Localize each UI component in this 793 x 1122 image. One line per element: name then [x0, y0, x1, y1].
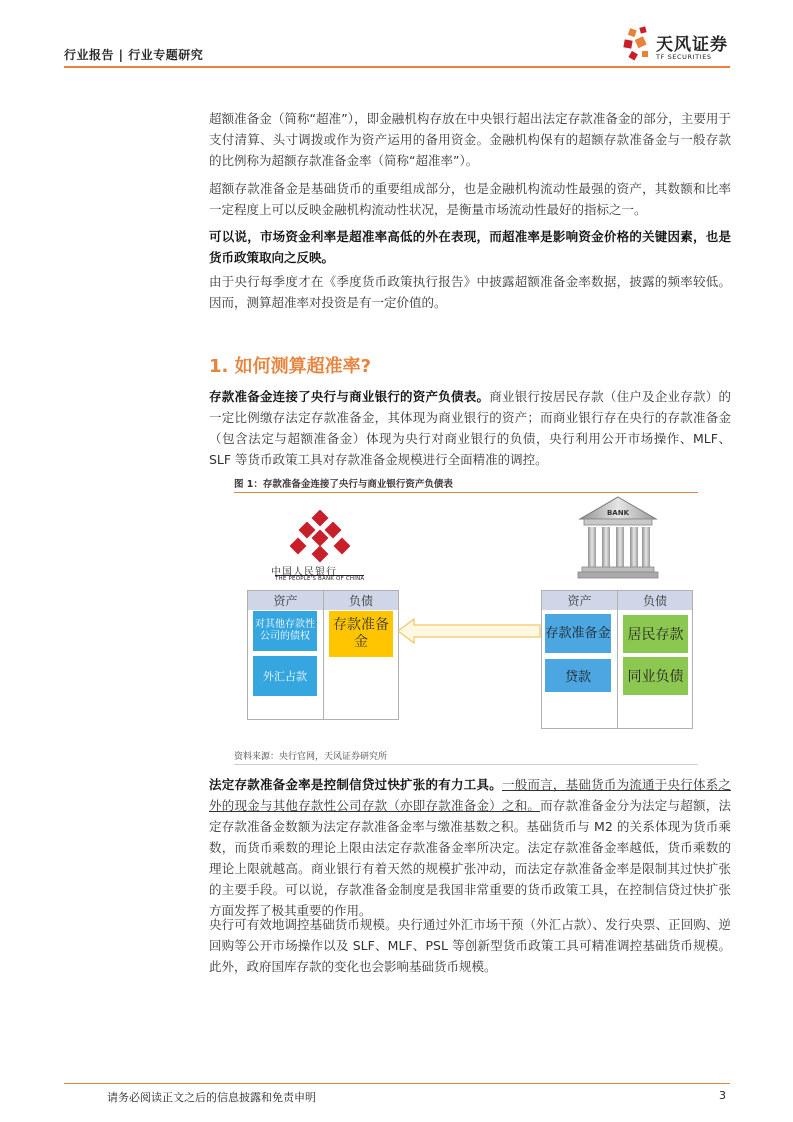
- intro-paragraph-3: [209, 226, 731, 268]
- figure-top-rule: [234, 492, 698, 493]
- bank-building-icon: [576, 495, 660, 581]
- footer-disclaimer: 请务必阅读正文之后的信息披露和免责申明: [107, 1091, 316, 1104]
- commercial-asset-loans: 贷款: [545, 659, 611, 692]
- central-column-divider: [323, 591, 324, 719]
- body-paragraph-1-underlined: 一般而言，基础货币为流通于央行体系之外的现金与其他存款性公司存款（亦即存款准备金）之和。: [209, 777, 731, 813]
- intro-paragraph-4: 由于央行每季度才在《季度货币政策执行报告》中披露超额准备金率数据，披露的频率较低。因而，测算超准率对投资是有一定价值的。: [209, 274, 731, 310]
- page-number: 3: [719, 1089, 726, 1102]
- pboc-name: 中国人民银行: [271, 567, 337, 578]
- figure-bottom-rule: [234, 764, 698, 765]
- body-paragraph-2: 央行可有效地调控基础货币规模。央行通过外汇市场干预（外汇占款）、发行央票、正回购、逆回购等公开市场操作以及 SLF、MLF、PSL 等创新型货币政策工具可精准调控基础货币规模。此外，政府国库存款的变化也会影响基础货币规模。: [209, 917, 731, 974]
- commercial-asset-header: 资产: [542, 591, 617, 610]
- tf-securities-logo: [622, 26, 732, 68]
- bank-label: BANK: [606, 509, 630, 517]
- report-category: 行业报告 | 行业专题研究: [64, 48, 204, 62]
- intro-paragraph-3-text: 可以说，市场资金利率是超准率高低的外在表现，而超准率是影响资金价格的关键因素，也是货币政策取向之反映。: [209, 229, 731, 265]
- footer-divider: [64, 1083, 730, 1084]
- section-paragraph: [209, 386, 731, 470]
- commercial-liability-interbank: 同业负债: [623, 657, 688, 695]
- body-paragraph-1: [209, 774, 731, 921]
- central-liability-reserves: 存款准备金: [329, 611, 393, 657]
- body-paragraph-1-lead: 法定存款准备金率是控制信贷过快扩张的有力工具。: [209, 777, 502, 792]
- reserve-flow-arrow-icon: [396, 617, 542, 645]
- body-paragraph-1-rest: 而存款准备金分为法定与超额，法定存款准备金数额为法定存款准备金率与缴准基数之积。基础货币与 M2 的关系体现为货币乘数，而货币乘数的理论上限由法定存款准备金率所决定。法定存款准备金率越低，货币乘数的理论上限就越高。商业银行有着天然的规模扩张冲动，而法定存款准备金率是限制其过快扩张的主要手段。可以说，存款准备金制度是我国非常重要的货币政策工具，在控制信贷过快扩张方面发挥了极其重要的作用。: [209, 798, 731, 918]
- commercial-liability-header: 负债: [618, 591, 692, 610]
- central-asset-claims-on-banks: 对其他存款性公司的债权: [253, 611, 317, 651]
- logo-subtitle: TF SECURITIES: [656, 53, 712, 61]
- commercial-liability-deposits: 居民存款: [623, 615, 688, 653]
- figure-caption: 图 1：存款准备金连接了央行与商业银行资产负债表: [234, 479, 453, 490]
- intro-paragraph-1: 超额准备金（简称“超准”），即金融机构存放在中央银行超出法定存款准备金的部分，主要用于支付清算、头寸调拨或作为资产运用的备用资金。金融机构保有的超额存款准备金与一般存款的比例称为超额存款准备金率（简称“超准率”）。: [209, 111, 731, 168]
- section-paragraph-body: 商业银行按居民存款（住户及企业存款）的一定比例缴存法定存款准备金，其体现为商业银行的资产；而商业银行存在央行的存款准备金（包含法定与超额准备金）体现为央行对商业银行的负债，央行利用公开市场操作、MLF、SLF 等货币政策工具对存款准备金规模进行全面精准的调控。: [209, 389, 731, 467]
- pboc-english-name: THE PEOPLE'S BANK OF CHINA: [275, 576, 365, 582]
- central-asset-header: 资产: [248, 591, 323, 610]
- commercial-asset-reserves: 存款准备金: [545, 614, 611, 653]
- central-asset-fx-reserves: 外汇占款: [253, 656, 317, 696]
- section-title: 1. 如何测算超准率?: [209, 356, 372, 377]
- figure-source: 资料来源：央行官网，天风证券研究所: [234, 752, 388, 762]
- logo-mark-icon: [622, 26, 656, 66]
- intro-paragraph-2: 超额存款准备金是基础货币的重要组成部分，也是金融机构流动性最强的资产，其数额和比率一定程度上可以反映金融机构流动性状况，是衡量市场流动性最好的指标之一。: [209, 181, 731, 217]
- header-divider: [64, 66, 730, 68]
- central-liability-header: 负债: [324, 591, 398, 610]
- logo-name: 天风证券: [656, 35, 728, 55]
- commercial-column-divider: [617, 591, 618, 728]
- section-paragraph-lead: 存款准备金连接了央行与商业银行的资产负债表。: [209, 389, 490, 404]
